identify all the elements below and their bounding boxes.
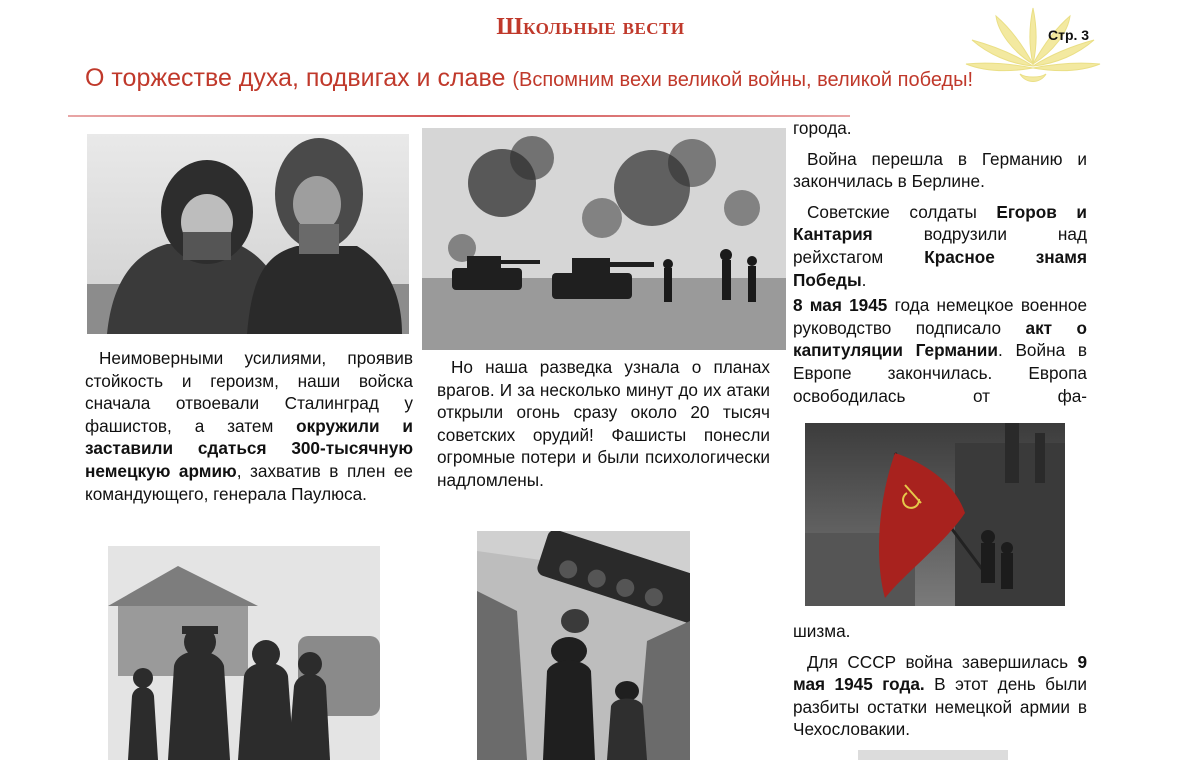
- photo-captured-generals: [108, 546, 380, 760]
- photo-partial-bottom: [858, 750, 1008, 760]
- emphasis-text: 9 мая 1945 года.: [793, 651, 1087, 695]
- masthead-title: Школьные вести: [496, 14, 685, 40]
- paragraph-artillery: Но наша разведка узнала о планах врагов. И за несколько минут до их атаки открыли огонь сразу около 20 тысяч советских орудий! Фашисты понесли огромные потери и были психологически надломлены.: [437, 357, 770, 490]
- text-span: , захватив в плен ее командующего, генерала Паулюса.: [85, 460, 413, 504]
- headline-sub: (Вспомним вехи великой войны, великой победы!: [512, 69, 974, 91]
- page-headline: [85, 64, 973, 93]
- paragraph-capitulation: [793, 294, 1087, 407]
- paragraph-banner: [793, 201, 1087, 291]
- paragraph-stalingrad: [85, 347, 413, 505]
- paragraph-continuation: города.: [793, 118, 852, 138]
- emphasis-text: Красное знамя Победы: [793, 246, 1087, 290]
- text-span: водрузили над рейхстагом: [793, 224, 1087, 267]
- text-span: . Война в Европе закончилась. Европа освободилась от фа-: [793, 340, 1087, 406]
- article-column-3-bottom: [793, 620, 1087, 741]
- header-divider: [68, 115, 850, 117]
- page-number: Стр. 3: [1048, 27, 1090, 43]
- emphasis-text: акт о капитуляции Германии: [793, 317, 1087, 361]
- text-span: В этот день были разбиты остатки немецкой армии в Чехословакии.: [793, 674, 1087, 740]
- emphasis-text: Егоров и Кантария: [793, 201, 1087, 245]
- article-column-1: [85, 347, 413, 505]
- photo-tank-battle: [422, 128, 786, 350]
- emphasis-text: окружили и заставили сдаться 300-тысячную немецкую армию: [85, 415, 413, 481]
- headline-main: О торжестве духа, подвигах и славе: [85, 64, 506, 92]
- paragraph-germany: Война перешла в Германию и закончилась в Берлине.: [793, 148, 1087, 192]
- article-column-2: [437, 356, 770, 492]
- photo-trench-tank: [477, 531, 690, 760]
- emphasis-text: 8 мая 1945: [793, 295, 888, 316]
- article-column-3-top: [793, 117, 1087, 407]
- text-span: года немецкое военное руководство подписало: [793, 295, 1087, 338]
- photo-soldiers-in-hoods: [87, 134, 409, 334]
- text-span: Советские солдаты: [807, 201, 997, 222]
- text-span: .: [861, 269, 867, 290]
- text-span: Неимоверными усилиями, проявив стойкость и героизм, наши войска сначала отвоевали Сталинград у фашистов, а затем: [85, 348, 413, 436]
- paragraph-continuation-2: шизма.: [793, 621, 851, 641]
- text-span: Для СССР война завершилась: [807, 651, 1078, 672]
- paragraph-ussr-victory: [793, 651, 1087, 741]
- photo-victory-banner: [805, 423, 1065, 606]
